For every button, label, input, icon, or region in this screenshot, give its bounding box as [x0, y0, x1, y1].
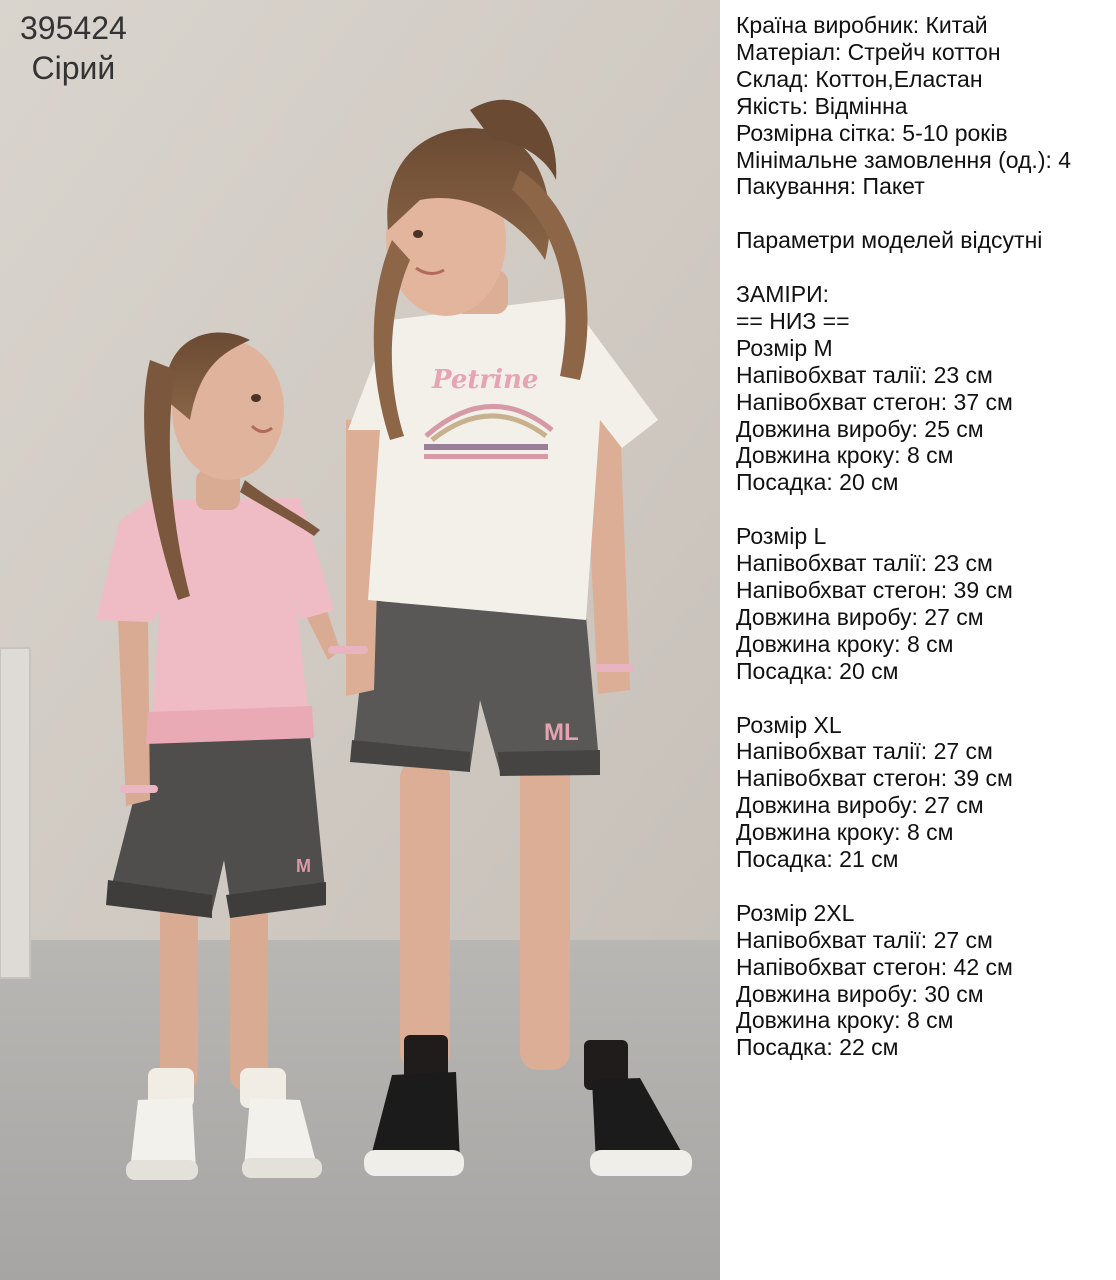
size-inseam: Довжина кроку: 8 см	[736, 630, 954, 657]
size-hips: Напівобхват стегон: 37 см	[736, 388, 1013, 415]
size-waist: Напівобхват талії: 27 см	[736, 738, 993, 765]
size-rise: Посадка: 22 см	[736, 1034, 899, 1061]
size-length: Довжина виробу: 27 см	[736, 603, 984, 630]
size-hips: Напівобхват стегон: 42 см	[736, 953, 1013, 980]
size-inseam: Довжина кроку: 8 см	[736, 1007, 954, 1034]
models-note: Параметри моделей відсутні	[736, 227, 1043, 254]
section-title: == НИЗ ==	[736, 307, 850, 334]
size-length: Довжина виробу: 27 см	[736, 792, 984, 819]
spec-country: Країна виробник: Китай	[736, 12, 988, 38]
spec-composition: Склад: Коттон,Еластан	[736, 65, 983, 92]
product-code: 395424	[20, 10, 127, 46]
size-waist: Напівобхват талії: 23 см	[736, 550, 993, 577]
size-waist: Напівобхват талії: 27 см	[736, 926, 993, 953]
size-hips: Напівобхват стегон: 39 см	[736, 765, 1013, 792]
size-waist: Напівобхват талії: 23 см	[736, 361, 993, 388]
size-name: Розмір L	[736, 523, 827, 550]
svg-text:M: M	[296, 856, 311, 876]
spec-size-range: Розмірна сітка: 5-10 років	[736, 119, 1008, 146]
product-color: Сірий	[31, 50, 116, 86]
size-name: Розмір XL	[736, 711, 842, 738]
size-rise: Посадка: 21 см	[736, 846, 899, 873]
product-specs	[736, 12, 1108, 1061]
svg-text:ML: ML	[544, 719, 579, 746]
size-length: Довжина виробу: 30 см	[736, 980, 984, 1007]
spec-quality: Якість: Відмінна	[736, 92, 908, 119]
tshirt-print-text: Petrine	[432, 365, 539, 395]
spec-packaging: Пакування: Пакет	[736, 173, 925, 200]
spec-material: Матеріал: Стрейч коттон	[736, 38, 1001, 65]
size-inseam: Довжина кроку: 8 см	[736, 442, 954, 469]
measurements-title: ЗАМІРИ:	[736, 281, 830, 308]
product-code-block	[20, 8, 127, 88]
size-name: Розмір M	[736, 334, 833, 361]
size-hips: Напівобхват стегон: 39 см	[736, 576, 1013, 603]
size-name: Розмір 2XL	[736, 899, 855, 926]
spec-min-order: Мінімальне замовлення (од.): 4	[736, 146, 1072, 173]
size-length: Довжина виробу: 25 см	[736, 415, 984, 442]
size-rise: Посадка: 20 см	[736, 657, 899, 684]
size-rise: Посадка: 20 см	[736, 469, 899, 496]
size-inseam: Довжина кроку: 8 см	[736, 819, 954, 846]
